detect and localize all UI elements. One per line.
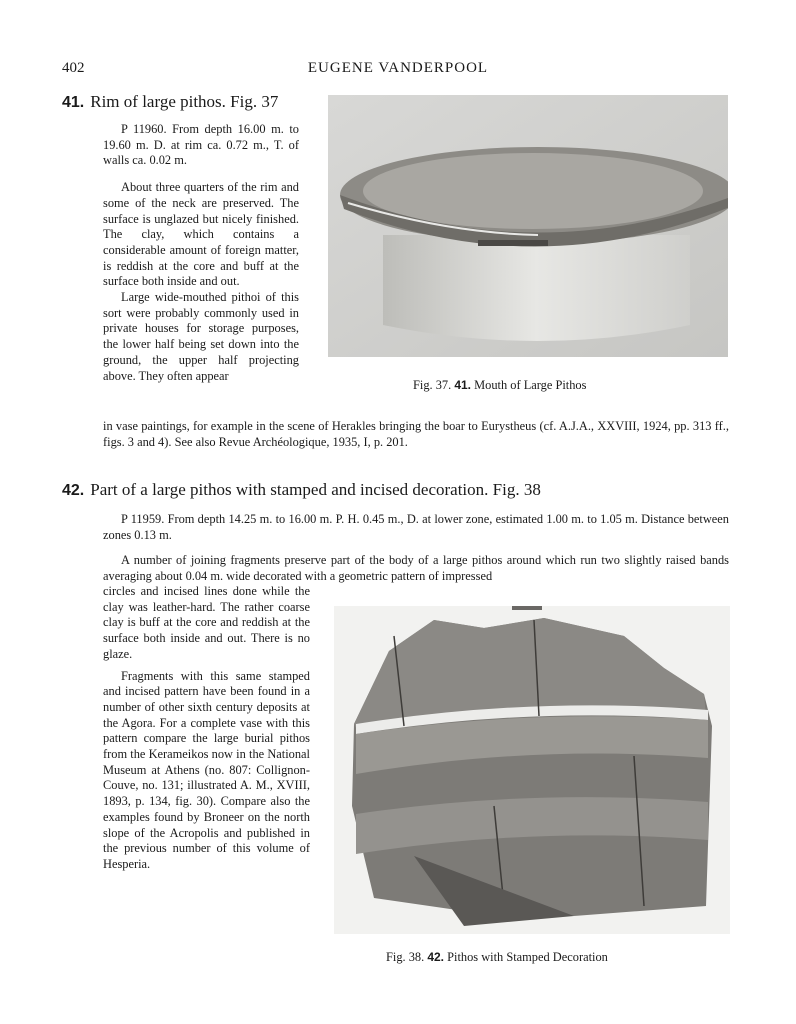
figure-37-photo xyxy=(328,95,728,357)
entry-41-para-1: About three quarters of the rim and some of the neck are preserved. The surface is unglazed but nicely finished. The clay, which contains a considerable amount of foreign matter, is reddish at the core and buff at the surface both inside and out. xyxy=(103,180,299,289)
page-number: 402 xyxy=(62,60,85,76)
figure-38-photo xyxy=(334,606,730,934)
entry-41-number: 41. xyxy=(62,94,85,111)
figure-37-label: Fig. 37. xyxy=(413,378,452,392)
pithos-rim-image xyxy=(328,95,728,357)
pithos-fragment-image xyxy=(334,606,730,934)
running-header-author: EUGENE VANDERPOOL xyxy=(307,60,489,76)
entry-42-heading xyxy=(62,480,541,500)
figure-38-label: Fig. 38. xyxy=(386,950,425,964)
entry-41-specs: P 11960. From depth 16.00 m. to 19.60 m. D. at rim ca. 0.72 m., T. of walls ca. 0.02 m. xyxy=(103,122,299,168)
entry-42-text-column xyxy=(103,584,310,873)
entry-42-title: Part of a large pithos with stamped and incised decoration. Fig. 38 xyxy=(90,480,541,499)
figure-38-number: 42. xyxy=(427,950,445,964)
entry-41-continuation xyxy=(103,419,729,450)
entry-42-number: 42. xyxy=(62,482,85,499)
entry-42-specs: P 11959. From depth 14.25 m. to 16.00 m. P. H. 0.45 m., D. at lower zone, estimated 1.00 m. to 1.05 m. Distance between zones 0.13 m. xyxy=(103,512,729,542)
entry-42-para-1-continued: circles and incised lines done while the clay was leather-hard. The rather coarse clay is buff at the core and reddish at the surface both inside and out. There is no glaze. xyxy=(103,584,310,661)
entry-42-text-full-width xyxy=(103,512,729,585)
entry-42-para-2: Fragments with this same stamped and incised pattern have been found in a number of other sixth century deposits at the Agora. For a complete vase with this pattern compare the large burial pithos from the Kerameikos now in the National Museum at Athens (no. 807: Collignon-Couve, no. 131; illustrated A. M., XVIII, 1893, p. 134, fig. 30). Compare also the examples found by Broneer on the north slope of the Acropolis and published in the previous number of this volume of Hesperia. xyxy=(103,668,310,871)
figure-38-caption xyxy=(386,950,608,965)
entry-42-para-1: A number of joining fragments preserve part of the body of a large pithos around which run two slightly raised bands averaging about 0.04 m. wide decorated with a geometric pattern of impressed xyxy=(103,553,729,584)
entry-41-continuation-text: in vase paintings, for example in the scene of Herakles bringing the boar to Eurystheus (cf. A.J.A., XXVIII, 1924, pp. 313 ff., figs. 3 and 4). See also Revue Archéologique, 1935, I, p. 201. xyxy=(103,419,729,449)
figure-38-text: Pithos with Stamped Decoration xyxy=(447,950,608,964)
figure-37-number: 41. xyxy=(454,378,472,392)
entry-41-text-column xyxy=(103,122,299,384)
entry-41-title: Rim of large pithos. Fig. 37 xyxy=(90,92,279,111)
figure-37-caption xyxy=(413,378,586,393)
figure-37-text: Mouth of Large Pithos xyxy=(474,378,587,392)
entry-41-para-2: Large wide-mouthed pithoi of this sort were probably commonly used in private houses for storage purposes, the lower half being set down into the ground, the upper half projecting above. They often appear xyxy=(103,290,299,383)
entry-41-heading xyxy=(62,92,278,112)
